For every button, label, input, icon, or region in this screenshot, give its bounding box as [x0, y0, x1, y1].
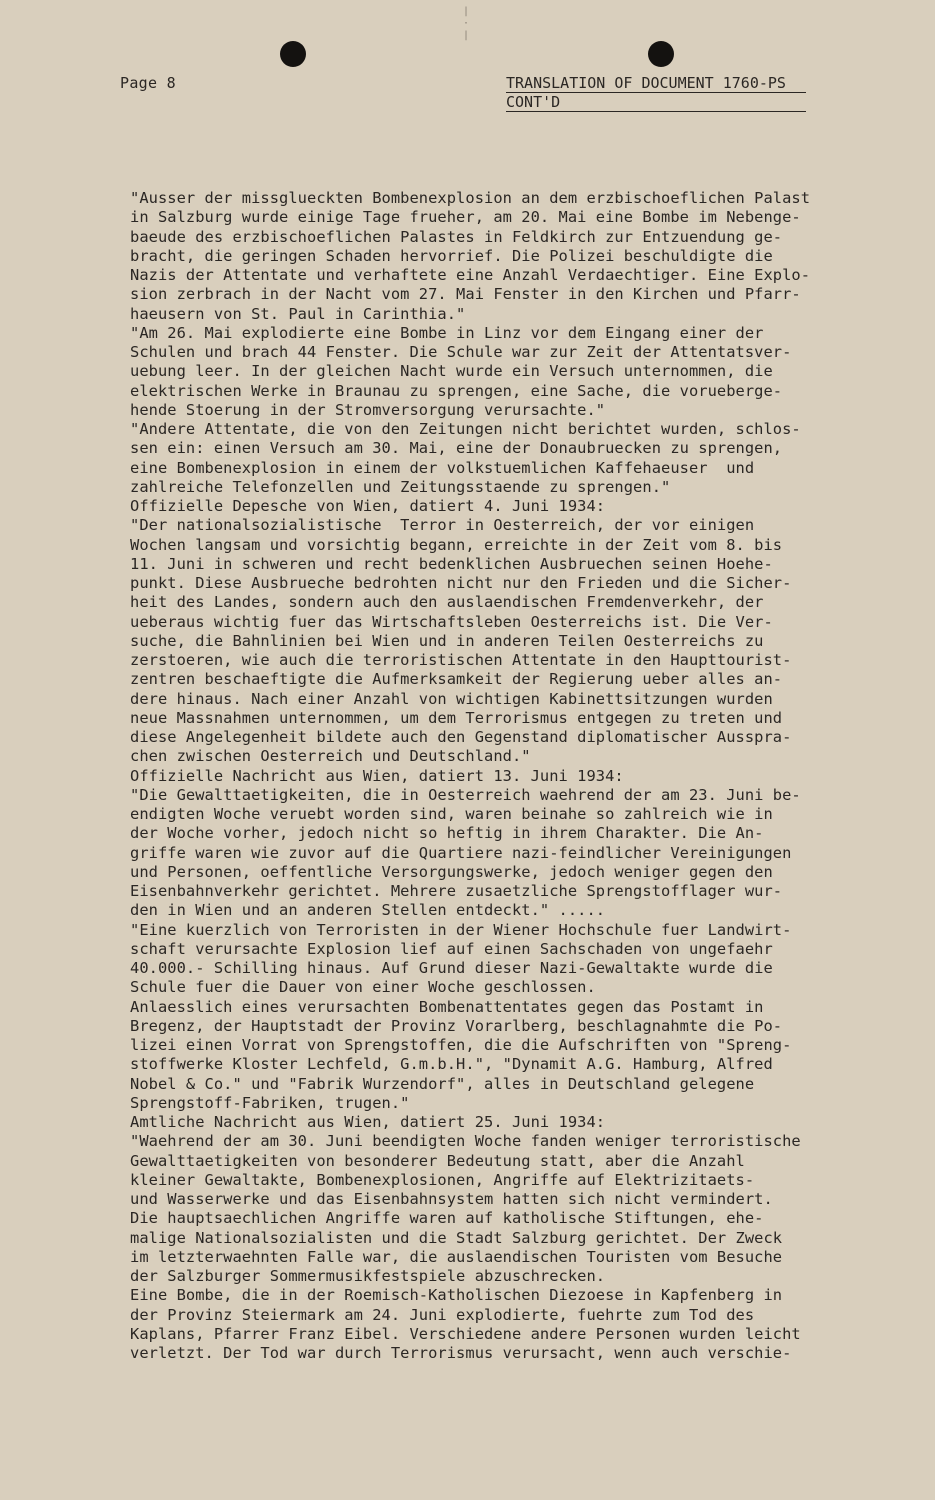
body-line: Kaplans, Pfarrer Franz Eibel. Verschiedene andere Personen wurden leicht: [130, 1324, 801, 1343]
body-line: griffe waren wie zuvor auf die Quartiere nazi-feindlicher Vereinigungen: [130, 843, 792, 862]
body-line: hende Stoerung in der Stromversorgung verursachte.": [130, 400, 606, 419]
body-line: haeusern von St. Paul in Carinthia.": [130, 304, 466, 323]
body-line: Bregenz, der Hauptstadt der Provinz Vorarlberg, beschlagnahmte die Po-: [130, 1016, 783, 1035]
body-line: "Der nationalsozialistische Terror in Oesterreich, der vor einigen: [130, 516, 755, 535]
body-line: Gewalttaetigkeiten von besonderer Bedeutung statt, aber die Anzahl: [130, 1151, 745, 1170]
body-line: eine Bombenexplosion in einem der volkstuemlichen Kaffehaeuser und: [130, 458, 755, 477]
body-line: lizei einen Vorrat von Sprengstoffen, die die Aufschriften von "Spreng-: [130, 1036, 792, 1054]
body-line: sen ein: einen Versuch am 30. Mai, eine der Donaubruecken zu sprengen,: [130, 439, 783, 458]
body-line: elektrischen Werke in Braunau zu sprengen, eine Sache, die voruebergе-: [130, 381, 783, 400]
body-line: heit des Landes, sondern auch den auslaendischen Fremdenverkehr, der: [130, 593, 764, 612]
body-line: stoffwerke Kloster Lechfeld, G.m.b.H.", "Dynamit A.G. Hamburg, Alfred: [130, 1055, 773, 1074]
punch-hole-left: [280, 41, 306, 67]
binding-mark: | · |: [463, 6, 470, 41]
body-line: suche, die Bahnlinien bei Wien und in anderen Teilen Oesterreichs zu: [130, 631, 764, 650]
body-line: der Provinz Steiermark am 24. Juni explodierte, fuehrte zum Tod des: [130, 1305, 755, 1324]
document-subtitle: CONT'D: [506, 93, 806, 112]
body-line: diese Angelegenheit bildete auch den Gegenstand diplomatischer Ausspra-: [130, 728, 792, 746]
body-line: und Wasserwerke und das Eisenbahnsystem hatten sich nicht vermindert.: [130, 1190, 773, 1208]
body-line: malige Nationalsozialisten und die Stadt Salzburg gerichtet. Der Zweck: [130, 1228, 783, 1247]
body-line: neue Massnahmen unternommen, um dem Terrorismus entgegen zu treten und: [130, 708, 783, 727]
body-line: "Eine kuerzlich von Terroristen in der Wiener Hochschule fuer Landwirt-: [130, 920, 792, 939]
body-line: und Personen, oeffentliche Versorgungswerke, jedoch weniger gegen den: [130, 862, 773, 881]
body-line: Schulen und brach 44 Fenster. Die Schule war zur Zeit der Attentatsver-: [130, 343, 792, 361]
document-title: TRANSLATION OF DOCUMENT 1760-PS: [506, 74, 806, 93]
body-line: uebung leer. In der gleichen Nacht wurde ein Versuch unternommen, die: [130, 362, 773, 381]
body-line: "Ausser der missglueckten Bombenexplosion an dem erzbischoeflichen Palast: [130, 189, 811, 207]
body-line: bracht, die geringen Schaden hervorrief. Die Polizei beschuldigte die: [130, 246, 773, 265]
body-line: Nazis der Attentate und verhaftete eine Anzahl Verdaechtiger. Eine Explo-: [130, 266, 811, 284]
page-number: Page 8: [120, 74, 176, 92]
body-line: chen zwischen Oesterreich und Deutschland.": [130, 747, 531, 766]
body-line: "Die Gewalttaetigkeiten, die in Oesterreich waehrend der am 23. Juni be-: [130, 785, 801, 804]
body-line: Wochen langsam und vorsichtig begann, erreichte in der Zeit vom 8. bis: [130, 535, 783, 554]
body-line: Sprengstoff-Fabriken, trugen.": [130, 1093, 410, 1112]
body-line: Offizielle Nachricht aus Wien, datiert 13. Juni 1934:: [130, 766, 624, 785]
body-line: Eisenbahnverkehr gerichtet. Mehrere zusaetzliche Sprengstofflager wur-: [130, 882, 783, 900]
punch-hole-right: [648, 41, 674, 67]
document-body: [130, 189, 850, 1363]
body-line: Amtliche Nachricht aus Wien, datiert 25. Juni 1934:: [130, 1113, 606, 1131]
body-line: "Andere Attentate, die von den Zeitungen nicht berichtet wurden, schlos-: [130, 420, 801, 438]
body-line: kleiner Gewaltakte, Bombenexplosionen, Angriffe auf Elektrizitaets-: [130, 1170, 755, 1189]
body-line: 40.000.- Schilling hinaus. Auf Grund dieser Nazi-Gewaltakte wurde die: [130, 959, 773, 977]
body-line: sion zerbrach in der Nacht vom 27. Mai Fenster in den Kirchen und Pfarr-: [130, 285, 801, 304]
body-line: zerstoeren, wie auch die terroristischen Attentate in den Haupttourist-: [130, 651, 792, 669]
body-line: punkt. Diese Ausbrueche bedrohten nicht nur den Frieden und die Sicher-: [130, 574, 792, 592]
body-line: Offizielle Depesche von Wien, datiert 4. Juni 1934:: [130, 497, 606, 515]
body-line: "Waehrend der am 30. Juni beendigten Woche fanden weniger terroristische: [130, 1132, 801, 1151]
body-line: baeude des erzbischoeflichen Palastes in Feldkirch zur Entzuendung ge-: [130, 227, 783, 246]
body-line: der Woche vorher, jedoch nicht so heftig in ihrem Charakter. Die An-: [130, 824, 764, 843]
body-line: dere hinaus. Nach einer Anzahl von wichtigen Kabinettsitzungen wurden: [130, 689, 773, 708]
body-line: verletzt. Der Tod war durch Terrorismus verursacht, wenn auch verschie-: [130, 1344, 792, 1362]
body-line: Anlaesslich eines verursachten Bombenattentates gegen das Postamt in: [130, 997, 764, 1016]
body-line: "Am 26. Mai explodierte eine Bombe in Linz vor dem Eingang einer der: [130, 323, 764, 342]
body-line: zahlreiche Telefonzellen und Zeitungsstaende zu sprengen.": [130, 477, 671, 496]
body-line: der Salzburger Sommermusikfestspiele abzuschrecken.: [130, 1267, 606, 1285]
body-line: schaft verursachte Explosion lief auf einen Sachschaden von ungefaehr: [130, 939, 773, 958]
body-line: Nobel & Co." und "Fabrik Wurzendorf", alles in Deutschland gelegene: [130, 1074, 755, 1093]
body-line: im letzterwaehnten Falle war, die auslaendischen Touristen vom Besuche: [130, 1247, 783, 1266]
body-line: 11. Juni in schweren und recht bedenklichen Ausbruechen seinen Hoehe-: [130, 554, 773, 573]
body-line: endigten Woche veruebt worden sind, waren beinahe so zahlreich wie in: [130, 805, 773, 823]
document-header: [506, 74, 806, 112]
body-line: ueberaus wichtig fuer das Wirtschaftsleben Oesterreichs ist. Die Ver-: [130, 612, 773, 631]
body-line: Die hauptsaechlichen Angriffe waren auf katholische Stiftungen, ehe-: [130, 1209, 764, 1228]
body-line: in Salzburg wurde einige Tage frueher, am 20. Mai eine Bombe im Nebenge-: [130, 208, 801, 227]
body-line: zentren beschaeftigte die Aufmerksamkeit der Regierung ueber alles an-: [130, 670, 783, 689]
body-line: Schule fuer die Dauer von einer Woche geschlossen.: [130, 978, 596, 997]
body-line: den in Wien und an anderen Stellen entdeckt." .....: [130, 901, 606, 920]
body-line: Eine Bombe, die in der Roemisch-Katholischen Diezoese in Kapfenberg in: [130, 1286, 783, 1305]
